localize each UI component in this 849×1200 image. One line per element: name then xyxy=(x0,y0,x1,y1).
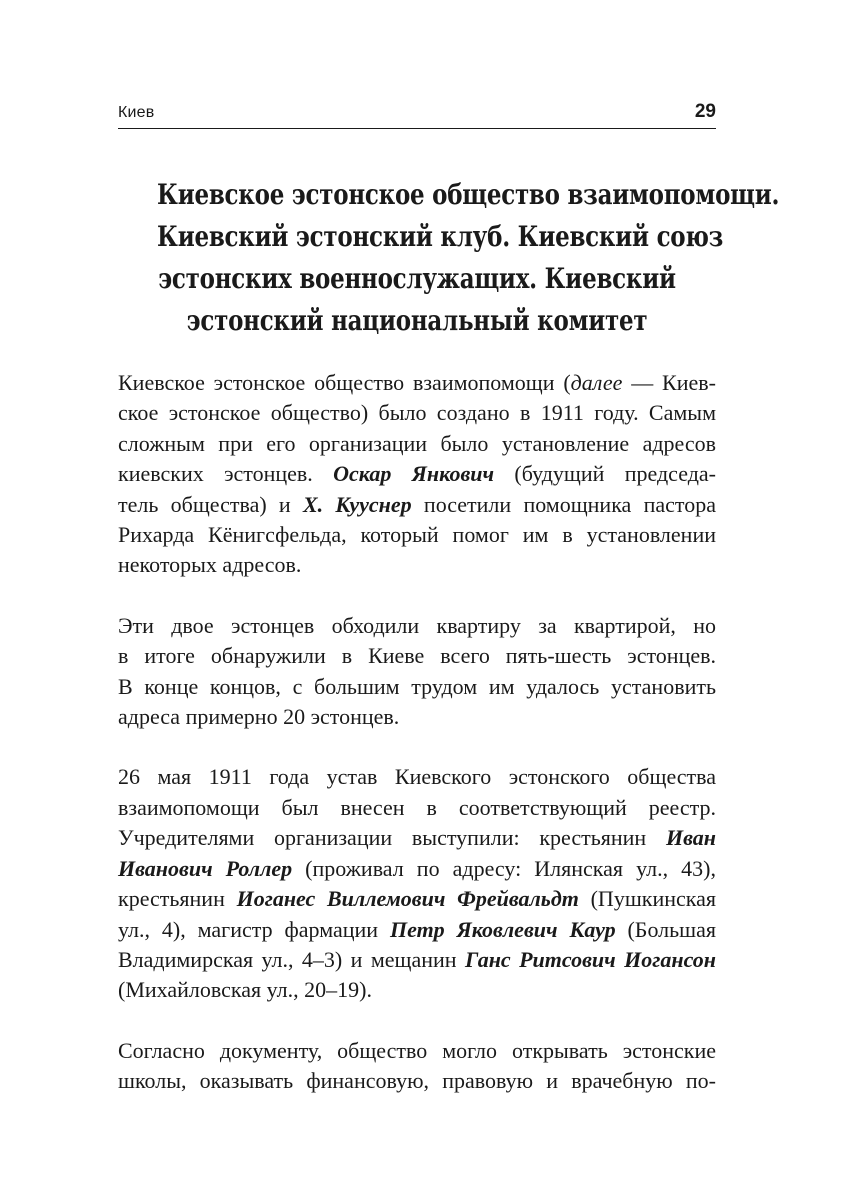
text-run: тель общества) и xyxy=(118,491,303,517)
title-line: Киевский эстонский клуб. Киевский союз xyxy=(157,220,724,253)
page-number: 29 xyxy=(694,101,716,122)
text-run: посетили помощника пастора xyxy=(411,491,716,517)
text-line xyxy=(118,975,716,1005)
text-line xyxy=(118,762,716,792)
paragraph xyxy=(118,368,716,581)
title-line: эстонских военнослужащих. Киевский xyxy=(158,262,676,295)
text-line xyxy=(118,1066,716,1096)
text-run: киевских эстонцев. xyxy=(118,461,334,487)
text-run: ул., 4), магистр фармации xyxy=(118,916,390,942)
text-run: Рихарда Кёнигсфельда, который помог им в установлении xyxy=(118,522,716,548)
text-run: (Пушкинская xyxy=(578,886,716,912)
chapter-title xyxy=(157,174,780,342)
text-run: Эти двое эстонцев обходили квартиру за квартирой, но xyxy=(118,612,716,638)
title-line: эстонский национальный комитет xyxy=(186,304,648,337)
text-run: 26 мая 1911 года устав Киевского эстонского общества xyxy=(118,764,716,790)
text-run: — Киев- xyxy=(622,370,716,395)
paragraph xyxy=(118,762,716,1005)
text-line xyxy=(118,398,716,428)
paragraph xyxy=(118,1036,716,1097)
text-line xyxy=(118,520,716,550)
text-run: (проживал по адресу: Илянская ул., 43), xyxy=(292,855,716,881)
text-run: крестьянин xyxy=(118,886,237,912)
text-run: Согласно документу, общество могло открывать эстонские xyxy=(118,1037,716,1063)
text-line xyxy=(118,641,716,671)
person-name: Петр Яковлевич Каур xyxy=(389,916,616,942)
text-run: (Михайловская ул., 20–19). xyxy=(118,977,372,1003)
text-run: школы, оказывать финансовую, правовую и врачебную по- xyxy=(118,1068,716,1094)
text-line xyxy=(118,793,716,823)
text-run: ское эстонское общество) было создано в 1911 году. Самым xyxy=(118,400,716,426)
text-run: Учредителями организации выступили: крестьянин xyxy=(118,825,666,851)
text-line xyxy=(118,672,716,702)
text-line xyxy=(118,490,716,520)
text-line xyxy=(118,459,716,489)
text-run: В конце концов, с большим трудом им удалось установить xyxy=(118,673,716,699)
text-run: взаимопомощи был внесен в соответствующий реестр. xyxy=(118,794,716,820)
text-line xyxy=(118,368,716,398)
text-run: некоторых адресов. xyxy=(118,552,302,578)
running-head xyxy=(118,100,716,129)
title-line: Киевское эстонское общество взаимопомощи. xyxy=(157,178,780,211)
body-text xyxy=(118,368,716,1127)
text-line xyxy=(118,854,716,884)
text-run: адреса примерно 20 эстонцев. xyxy=(118,704,400,730)
text-run: Владимирская ул., 4–3) и мещанин xyxy=(118,946,465,972)
person-name: Оскар Янкович xyxy=(333,461,495,487)
person-name: Иванович Роллер xyxy=(118,855,293,881)
italic-term: далее xyxy=(570,370,623,395)
person-name: Иван xyxy=(665,825,716,851)
text-line xyxy=(118,915,716,945)
text-line xyxy=(118,611,716,641)
text-line xyxy=(118,884,716,914)
running-head-section: Киев xyxy=(118,104,155,121)
text-line xyxy=(118,550,716,580)
text-line xyxy=(118,945,716,975)
paragraph xyxy=(118,611,716,733)
person-name: Иоганес Виллемович Фрейвальдт xyxy=(236,886,579,912)
text-line xyxy=(118,429,716,459)
text-line xyxy=(118,702,716,732)
text-line xyxy=(118,823,716,853)
text-run: (Большая xyxy=(615,916,716,942)
text-line xyxy=(118,1036,716,1066)
person-name: Ганс Ритсович Иогансон xyxy=(464,946,717,972)
person-name: Х. Кууснер xyxy=(302,491,412,517)
text-run: в итоге обнаружили в Киеве всего пять-шесть эстонцев. xyxy=(118,643,716,669)
text-run: (будущий председа- xyxy=(494,461,716,487)
text-run: сложным при его организации было установление адресов xyxy=(118,430,716,456)
text-run: Киевское эстонское общество взаимопомощи ( xyxy=(118,370,571,395)
